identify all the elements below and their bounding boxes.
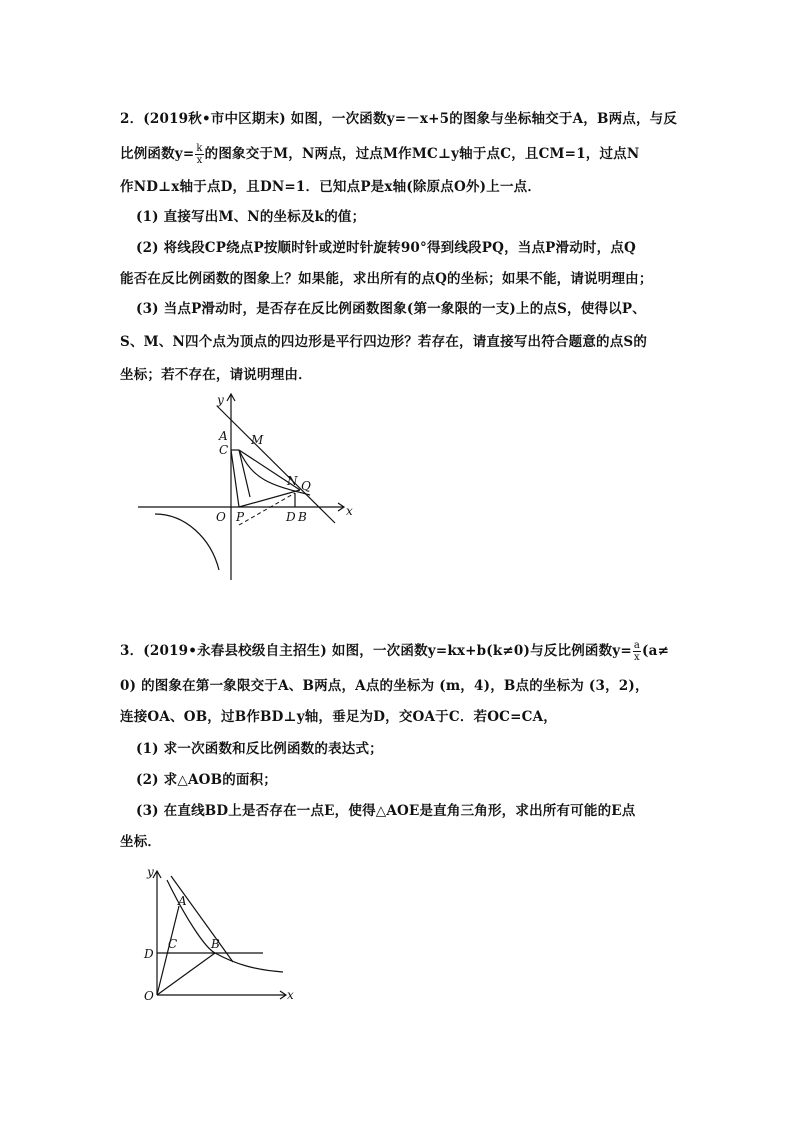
p2-question-3c: 坐标；若不存在，请说明理由． (120, 367, 312, 383)
p3-line-1 (120, 640, 680, 663)
p3-figure (135, 862, 310, 1007)
p3-fraction (633, 640, 641, 663)
p3-line-3: 连接OA、OB，过B作BD⊥y轴，垂足为D，交OA于C．若OC=CA， (120, 709, 557, 725)
p2-segment-mp (239, 450, 250, 497)
p3-label-y: y (147, 865, 154, 879)
p2-label-q: Q (301, 479, 311, 493)
p2-question-3a: (3) 当点P滑动时，是否存在反比例函数图象(第一象限的一支)上的点S，使得以P、 (136, 301, 646, 317)
p3-line-1-a: 3．(2019•永春县校级自主招生) 如图，一次函数y=kx+b(k≠0)与反比例函数y= (120, 643, 632, 659)
p2-question-2b: 能否在反比例函数的图象上？如果能，求出所有的点Q的坐标；如果不能，请说明理由； (120, 271, 653, 287)
p2-label-a: A (219, 429, 228, 443)
p2-fraction (195, 143, 203, 166)
p2-line-2-a: 比例函数y= (120, 146, 195, 162)
p3-question-3b: 坐标． (120, 834, 162, 850)
p2-question-2a: (2) 将线段CP绕点P按顺时针或逆时针旋转90°得到线段PQ，当点P滑动时，点Q (136, 240, 636, 256)
p2-label-y: y (217, 393, 224, 407)
p3-label-b: B (211, 937, 220, 951)
p2-hyperbola-q3 (155, 514, 219, 570)
p2-label-m: M (251, 433, 264, 447)
p3-frac-num: a (633, 640, 641, 651)
p2-label-o: O (216, 510, 226, 524)
p2-label-d: D (286, 510, 296, 524)
p3-label-d: D (144, 947, 154, 961)
p3-frac-den: x (634, 652, 640, 663)
p3-question-3a: (3) 在直线BD上是否存在一点E，使得△AOE是直角三角形，求出所有可能的E点 (136, 803, 636, 819)
p3-label-c: C (168, 937, 178, 951)
p2-segment-pq (239, 490, 300, 507)
p2-label-x: x (346, 504, 353, 518)
p3-question-1: (1) 求一次函数和反比例函数的表达式； (136, 741, 383, 757)
p3-label-x: x (287, 988, 294, 1002)
p2-line-3: 作ND⊥x轴于点D，且DN=1．已知点P是x轴(除原点O外)上一点． (120, 179, 542, 195)
p2-label-p: P (236, 510, 245, 524)
p2-frac-den: x (196, 155, 203, 166)
p3-label-a: A (178, 894, 187, 908)
p2-label-c: C (219, 443, 229, 457)
p2-question-1: (1) 直接写出M、N的坐标及k的值； (136, 209, 366, 225)
p2-line-1: 2．(2019秋•市中区期末) 如图，一次函数y=－x+5的图象与坐标轴交于A，B两点，与反 (120, 111, 678, 127)
p3-line-ab (171, 876, 233, 962)
p3-question-2: (2) 求△AOB的面积； (136, 772, 277, 788)
p2-segment-cp (231, 450, 239, 507)
p2-label-b: B (298, 510, 307, 524)
p3-line-1-b: (a≠ (642, 643, 670, 659)
p2-label-n: N (287, 474, 298, 488)
p2-figure (135, 390, 360, 590)
p2-question-3b: S、M、N四个点为顶点的四边形是平行四边形？若存在，请直接写出符合题意的点S的 (120, 334, 648, 350)
p3-line-2: 0) 的图象在第一象限交于A、B两点，A点的坐标为 (m，4)，B点的坐标为 (3，2)， (120, 678, 649, 694)
p2-frac-num: k (196, 143, 203, 154)
p2-line-2-b: 的图象交于M，N两点，过点M作MC⊥y轴于点C，且CM=1，过点N (204, 146, 640, 162)
p3-label-o: O (144, 989, 154, 1003)
p2-line-ab (217, 406, 335, 523)
p2-line-2 (120, 143, 680, 166)
